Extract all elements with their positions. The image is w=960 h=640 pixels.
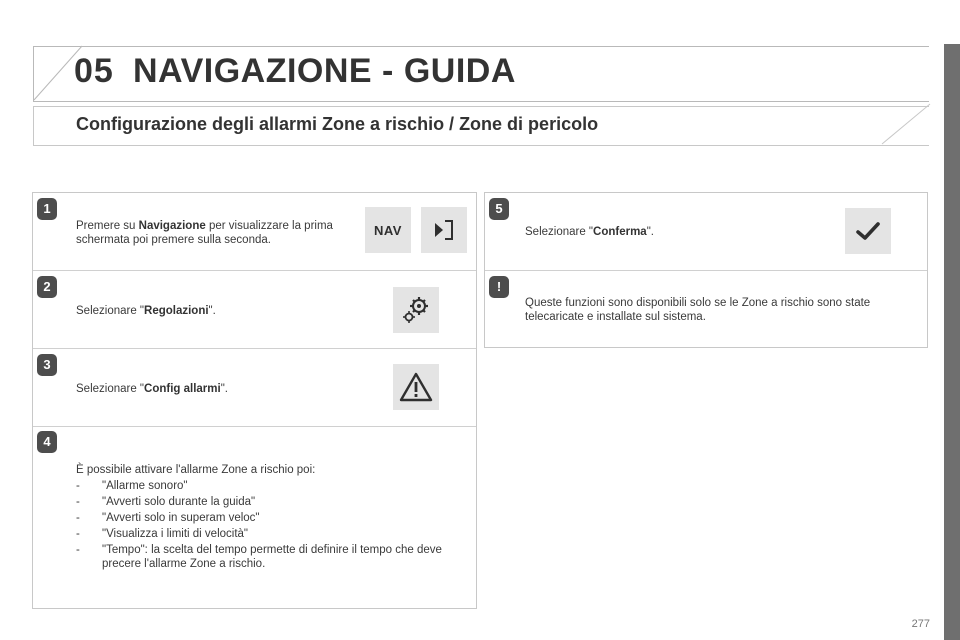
step-badge-5: 5 xyxy=(489,198,509,220)
page-number: 277 xyxy=(911,618,930,630)
chapter-number: 05 xyxy=(74,52,114,90)
checkmark-icon xyxy=(845,208,891,254)
row-divider xyxy=(485,270,927,271)
note-badge-exclamation: ! xyxy=(489,276,509,298)
step-4-intro: È possibile attivare l'allarme Zone a rischio poi: xyxy=(76,464,316,476)
note-text: Queste funzioni sono disponibili solo se le Zone a rischio sono state telecaricate e installate sul sistema. xyxy=(525,297,871,323)
step-2-text: Selezionare "Regolazioni". xyxy=(76,305,216,317)
step-badge-1: 1 xyxy=(37,198,57,220)
nav-button-icon xyxy=(365,207,411,253)
next-page-icon xyxy=(421,207,467,253)
list-item: - "Avverti solo in superam veloc" xyxy=(76,512,260,524)
list-item: - "Visualizza i limiti di velocità" xyxy=(76,528,249,540)
step-5-text: Selezionare "Conferma". xyxy=(525,226,654,238)
row-divider xyxy=(33,270,476,271)
warning-triangle-icon xyxy=(393,364,439,410)
row-divider xyxy=(33,426,476,427)
step-badge-3: 3 xyxy=(37,354,57,376)
step-badge-4: 4 xyxy=(37,431,57,453)
chapter-title: NAVIGAZIONE - GUIDA xyxy=(133,52,516,90)
step-4-content xyxy=(76,462,461,571)
list-item: - "Tempo": la scelta del tempo permette di definire il tempo che deve precere l'allarme Zone a rischio. xyxy=(76,544,442,570)
list-item: - "Allarme sonoro" xyxy=(76,480,188,492)
list-item: - "Avverti solo durante la guida" xyxy=(76,496,256,508)
step-badge-2: 2 xyxy=(37,276,57,298)
nav-label: NAV xyxy=(374,222,402,238)
side-tab-bar xyxy=(944,44,960,640)
section-title: Configurazione degli allarmi Zone a rischio / Zone di pericolo xyxy=(76,114,599,134)
section-corner-decoration xyxy=(876,100,936,148)
settings-gears-icon xyxy=(393,287,439,333)
step-3-text: Selezionare "Config allarmi". xyxy=(76,383,228,395)
step-1-text: Premere su Navigazione per visualizzare la prima schermata poi premere sulla seconda. xyxy=(76,220,333,246)
row-divider xyxy=(33,348,476,349)
